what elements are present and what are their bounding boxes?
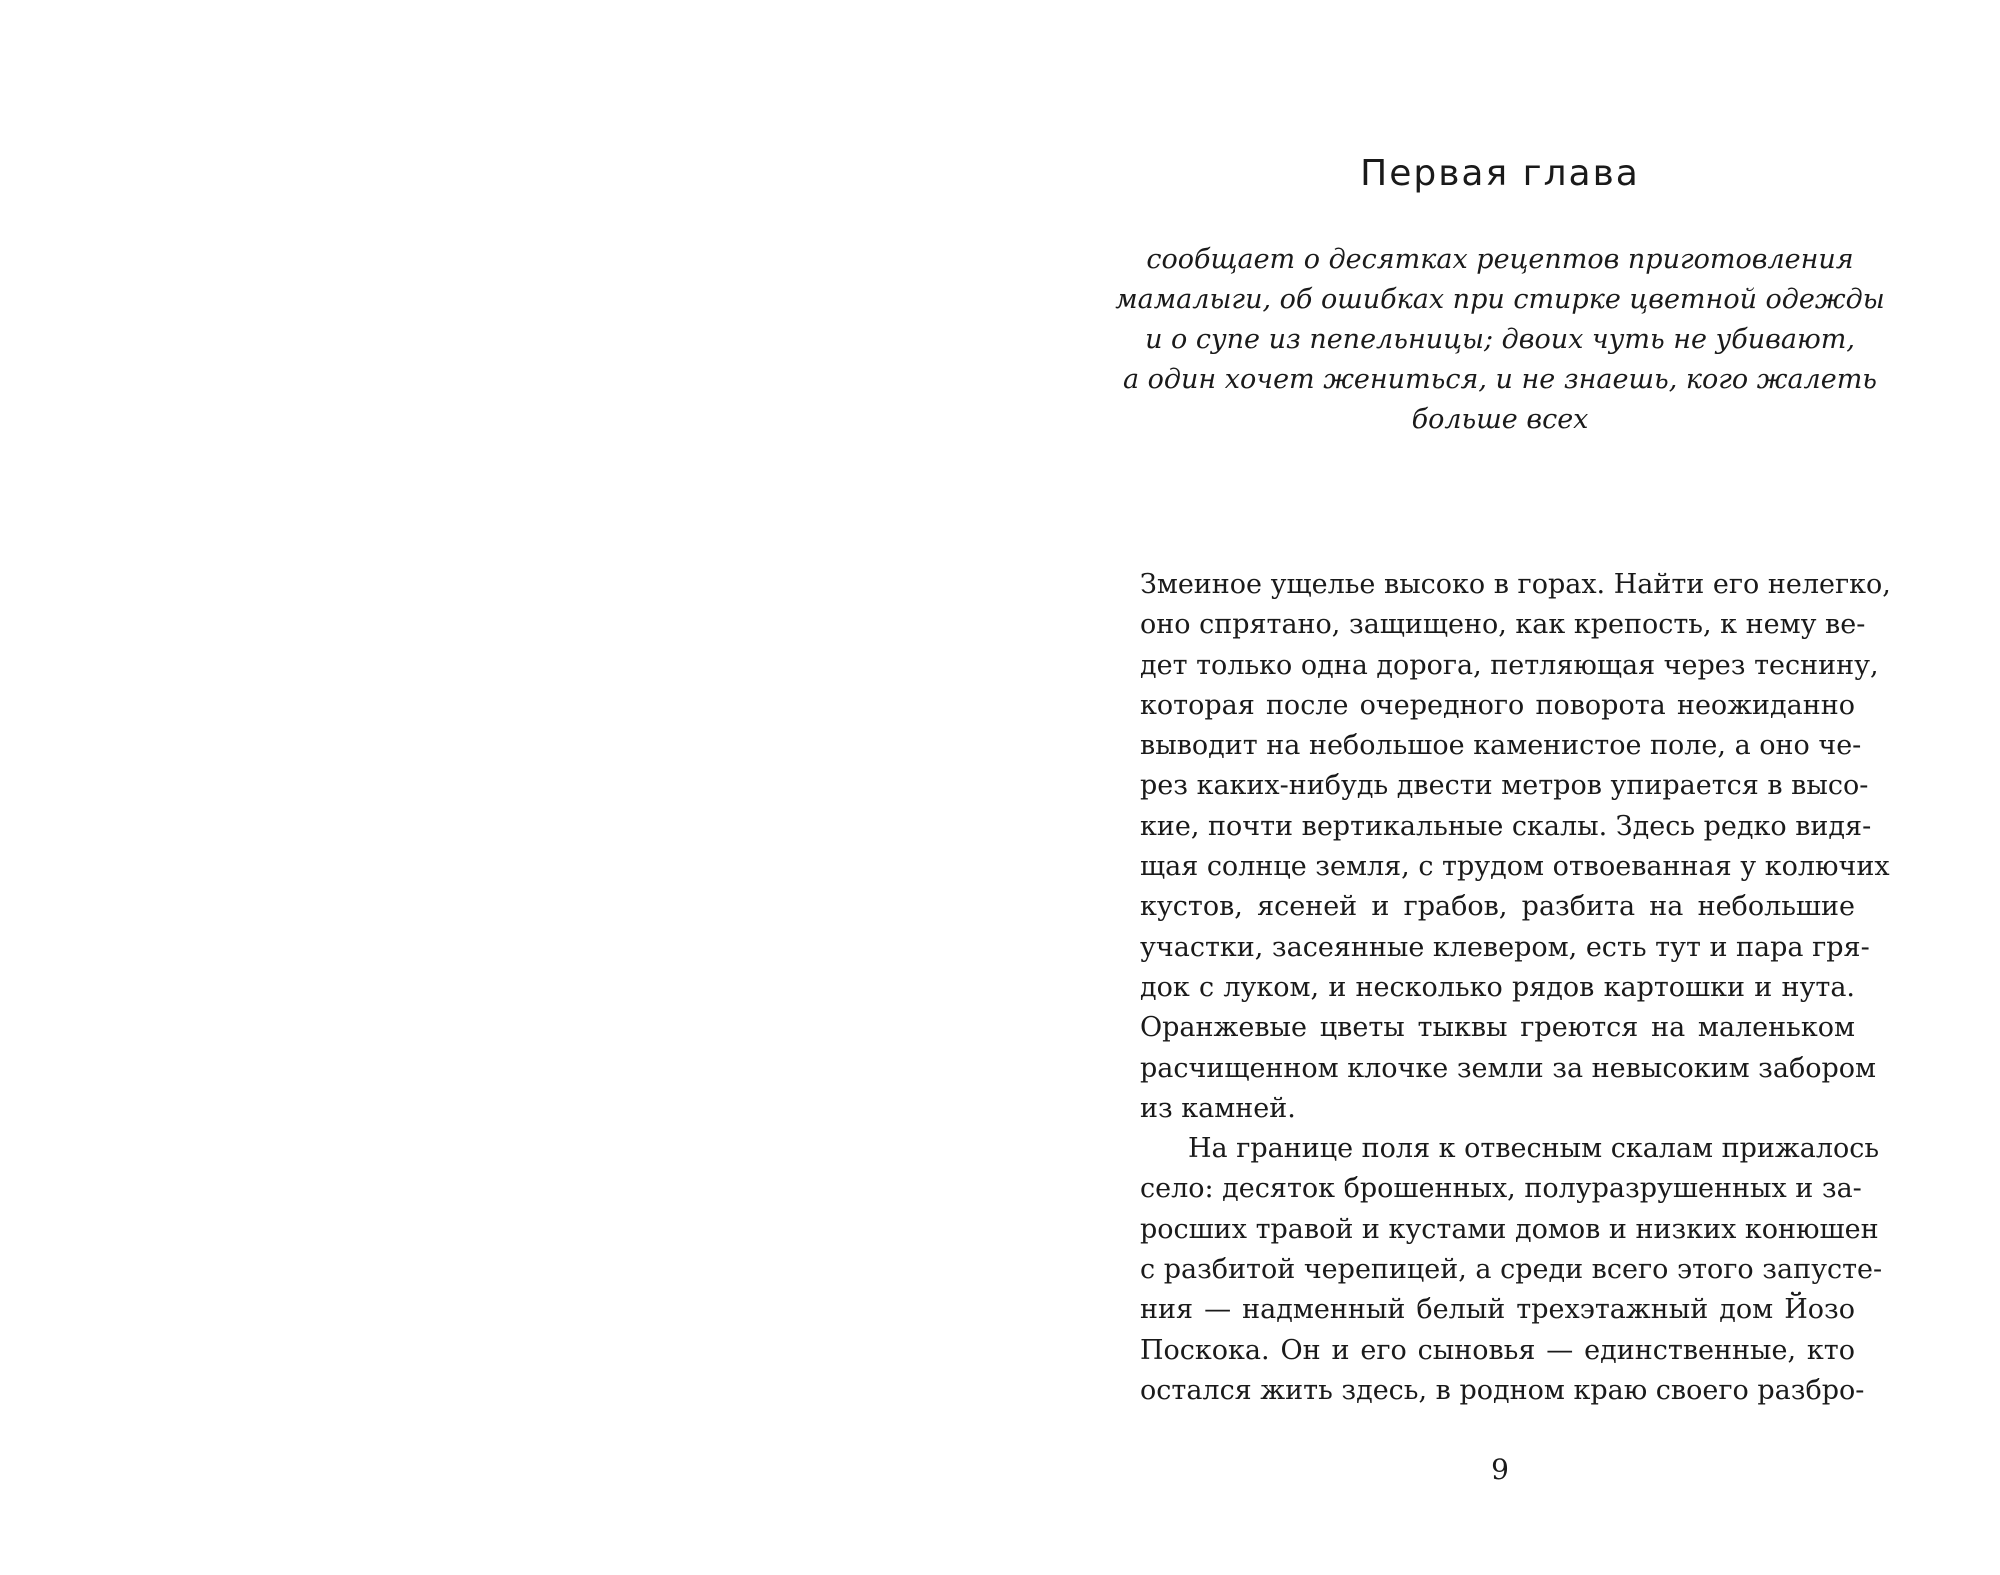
text-line: щая солнце земля, с трудом отвоеванная у колючих <box>1140 851 1890 883</box>
epigraph-line: мамалыги, об ошибках при стирке цветной одежды <box>1115 284 1885 315</box>
text-line: ния — надменный белый трехэтажный дом Йозо <box>1140 1294 1855 1326</box>
text-line: На границе поля к отвесным скалам прижалось <box>1188 1133 1880 1165</box>
text-line: росших травой и кустами домов и низких конюшен <box>1140 1213 1879 1245</box>
text-line: оно спрятано, защищено, как крепость, к нему ве- <box>1140 609 1866 641</box>
epigraph-line: а один хочет жениться, и не знаешь, кого жалеть <box>1122 364 1878 395</box>
text-line: выводит на небольшое каменистое поле, а оно че- <box>1140 730 1862 762</box>
chapter-title: Первая глава <box>1360 153 1640 194</box>
chapter-epigraph <box>1000 240 2000 440</box>
text-line: которая после очередного поворота неожиданно <box>1140 689 1855 721</box>
text-line: Оранжевые цветы тыквы греются на маленьком <box>1140 1012 1855 1044</box>
text-line: Змеиное ущелье высоко в горах. Найти его нелегко, <box>1140 569 1891 600</box>
text-line: с разбитой черепицей, а среди всего этого запусте- <box>1140 1254 1883 1286</box>
text-line: док с луком, и несколько рядов картошки и нута. <box>1140 971 1855 1003</box>
text-line: кие, почти вертикальные скалы. Здесь редко видя- <box>1140 810 1872 842</box>
text-line: кустов, ясеней и грабов, разбита на небольшие <box>1140 891 1855 923</box>
text-line: село: десяток брошенных, полуразрушенных и за- <box>1140 1173 1862 1205</box>
epigraph-line: больше всех <box>1411 404 1589 435</box>
right-page <box>1000 0 2000 1575</box>
text-line: остался жить здесь, в родном краю своего разбро- <box>1140 1374 1865 1406</box>
text-line: Поскока. Он и его сыновья — единственные, кто <box>1140 1334 1855 1366</box>
page-number: 9 <box>1491 1453 1509 1486</box>
text-line: расчищенном клочке земли за невысоким забором <box>1140 1052 1877 1084</box>
epigraph-line: и о супе из пепельницы; двоих чуть не убивают, <box>1145 324 1855 355</box>
text-line: дет только одна дорога, петляющая через теснину, <box>1140 649 1879 681</box>
text-line: участки, засеянные клевером, есть тут и пара гря- <box>1140 931 1870 963</box>
text-line: рез каких-нибудь двести метров упирается в высо- <box>1140 770 1869 802</box>
epigraph-line: сообщает о десятках рецептов приготовления <box>1146 244 1854 275</box>
text-line: из камней. <box>1140 1092 1296 1124</box>
body-text <box>1140 565 1891 1411</box>
